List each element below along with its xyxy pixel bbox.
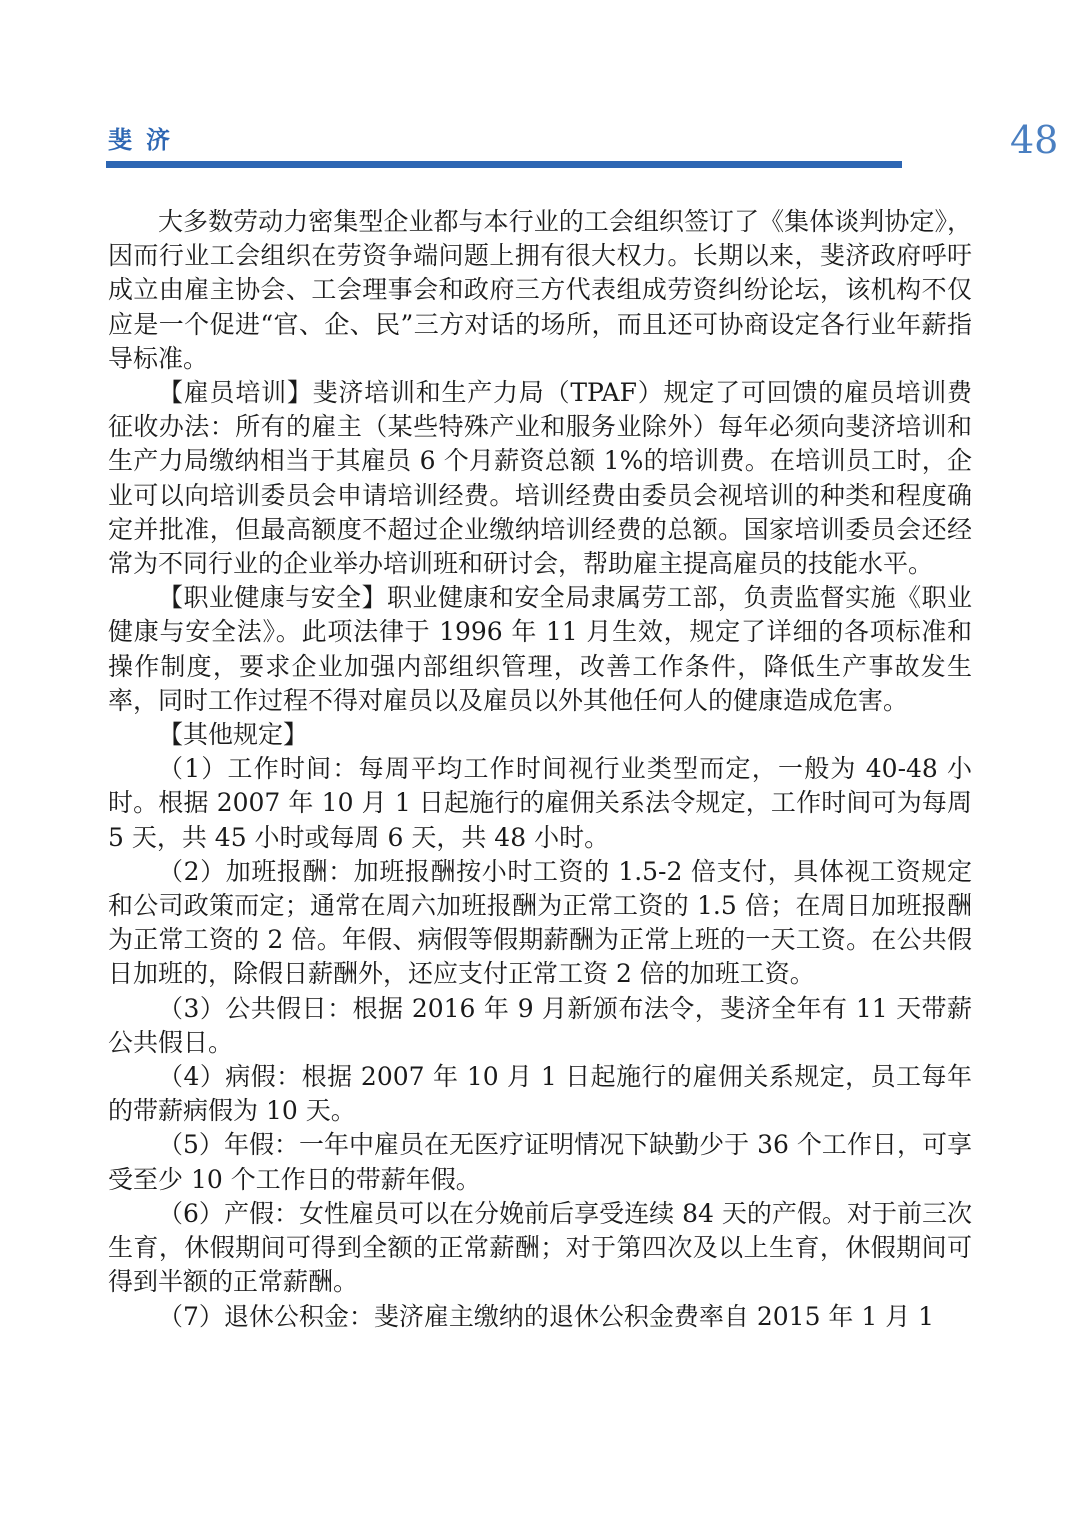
paragraph: 【雇员培训】斐济培训和生产力局（TPAF）规定了可回馈的雇员培训费征收办法：所有的雇主（某些特殊产业和服务业除外）每年必须向斐济培训和生产力局缴纳相当于其雇员 6 个月薪资总额 1%的培训费。在培训员工时，企业可以向培训委员会申请培训经费。培训经费由委员会视培训的种类和程度确定并批准，但最高额度不超过企业缴纳培训经费的总额。国家培训委员会还经常为不同行业的企业举办培训班和研讨会，帮助雇主提高雇员的技能水平。 — [108, 378, 972, 579]
paragraph: （5）年假：一年中雇员在无医疗证明情况下缺勤少于 36 个工作日，可享受至少 10 个工作日的带薪年假。 — [108, 1130, 972, 1194]
paragraph: （2）加班报酬：加班报酬按小时工资的 1.5-2 倍支付，具体视工资规定和公司政策而定；通常在周六加班报酬为正常工资的 1.5 倍；在周日加班报酬为正常工资的 2 倍。年假、病假等假期薪酬为正常上班的一天工资。在公共假日加班的，除假日薪酬外，还应支付正常工资 2 倍的加班工资。 — [108, 856, 972, 989]
paragraph: 【职业健康与安全】职业健康和安全局隶属劳工部，负责监督实施《职业健康与安全法》。此项法律于 1996 年 11 月生效，规定了详细的各项标准和操作制度，要求企业加强内部组织管理，改善工作条件，降低生产事故发生率，同时工作过程不得对雇员以及雇员以外其他任何人的健康造成危害。 — [108, 583, 972, 715]
body-text — [108, 205, 972, 1334]
paragraph: （7）退休公积金：斐济雇主缴纳的退休公积金费率自 2015 年 1 月 1 — [158, 1301, 935, 1331]
paragraph: 【其他规定】 — [158, 720, 309, 750]
running-header-title: 斐济 — [108, 126, 184, 154]
paragraph: （3）公共假日：根据 2016 年 9 月新颁布法令，斐济全年有 11 天带薪公共假日。 — [108, 993, 972, 1057]
paragraph: 大多数劳动力密集型企业都与本行业的工会组织签订了《集体谈判协定》，因而行业工会组织在劳资争端问题上拥有很大权力。长期以来，斐济政府呼吁成立由雇主协会、工会理事会和政府三方代表组成劳资纠纷论坛，该机构不仅应是一个促进“官、企、民”三方对话的场所，而且还可协商设定各行业年薪指导标准。 — [108, 207, 972, 373]
header-rule — [106, 161, 902, 168]
paragraph: （4）病假：根据 2007 年 10 月 1 日起施行的雇佣关系规定，员工每年的带薪病假为 10 天。 — [108, 1062, 972, 1126]
page-number: 48 — [1010, 118, 1059, 162]
paragraph: （6）产假：女性雇员可以在分娩前后享受连续 84 天的产假。对于前三次生育，休假期间可得到全额的正常薪酬；对于第四次及以上生育，休假期间可得到半额的正常薪酬。 — [108, 1198, 972, 1297]
paragraph: （1）工作时间：每周平均工作时间视行业类型而定，一般为 40-48 小时。根据 2007 年 10 月 1 日起施行的雇佣关系法令规定，工作时间可为每周 5 天，共 45 小时或每周 6 天，共 48 小时。 — [108, 754, 972, 852]
